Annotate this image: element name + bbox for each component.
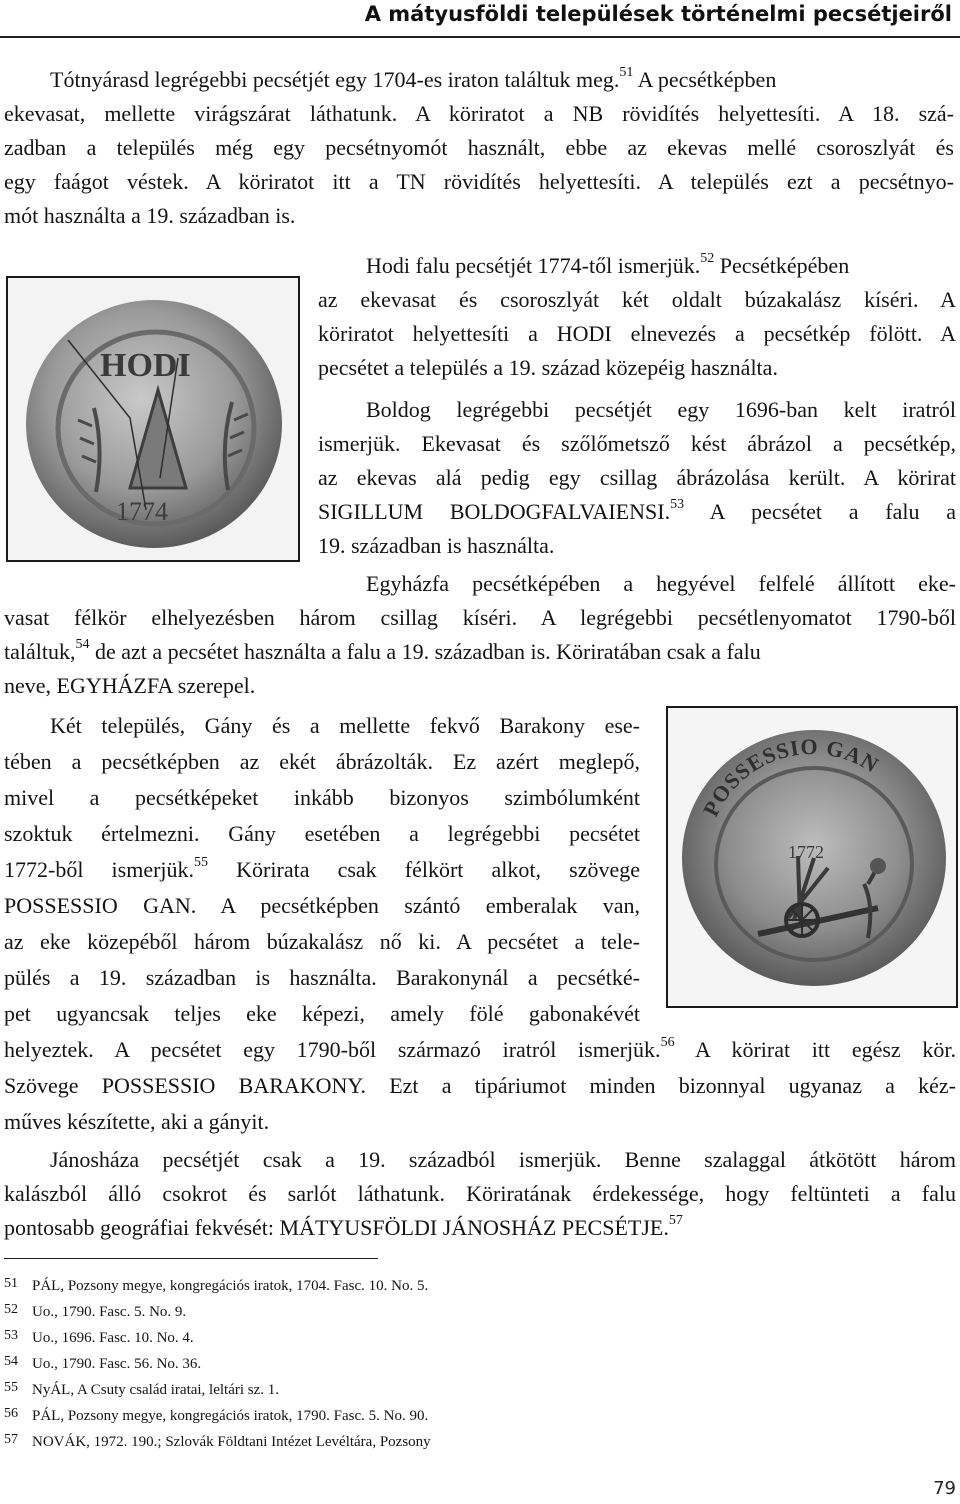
- text-line: helyeztek. A pecsétet egy 1790-ből származó iratról ismerjük.$^{56}$ A körirat itt egész kör.: [4, 1034, 957, 1062]
- text-line: Két település, Gány és a mellette fekvő Barakony ese-: [50, 713, 640, 738]
- footnote-55: 55 NyÁL, A Csuty család iratai, leltári sz. 1.: [4, 1380, 280, 1398]
- text-line: műves készítette, aki a gányit.: [4, 1109, 270, 1134]
- text-line: Boldog legrégebbi pecsétjét egy 1696-ban kelt iratról: [366, 397, 956, 422]
- footnote-ref[interactable]: 56: [660, 1034, 675, 1050]
- text-line: ekevasat, mellette virágszárat láthatunk. A köriratot a NB rövidítés helyettesíti. A 18. szá-: [4, 101, 954, 126]
- gany-seal-image: [666, 706, 958, 1008]
- text-line: mót használta a 19. században is.: [4, 203, 296, 228]
- text-line: SIGILLUM BOLDOGFALVAIENSI.$^{53}$ A pecsétet a falu a: [318, 496, 957, 524]
- footnote-ref[interactable]: 55: [194, 854, 209, 870]
- text-line: Jánosháza pecsétjét csak a 19. századból ismerjük. Benne szalaggal átkötött három: [50, 1147, 956, 1172]
- footnote-ref[interactable]: 54: [75, 636, 90, 652]
- footnote-57: 57 NOVÁK, 1972. 190.; Szlovák Földtani Intézet Levéltára, Pozsony: [4, 1432, 431, 1450]
- footnote-51: 51 PÁL, Pozsony megye, kongregációs iratok, 1704. Fasc. 10. No. 5.: [4, 1276, 429, 1294]
- text-line: találtuk,$^{54}$ de azt a pecsétet használta a falu a 19. században is. Köriratában csak a falu: [4, 636, 761, 664]
- text-line: az ekevasat és csoroszlyát két oldalt búzakalász kíséri. A: [318, 287, 956, 312]
- hodi-seal-inscription: HODI: [100, 347, 191, 384]
- footnote-54: 54 Uo., 1790. Fasc. 56. No. 36.: [4, 1354, 202, 1372]
- footnote-ref[interactable]: 51: [619, 64, 634, 80]
- footnote-53: 53 Uo., 1696. Fasc. 10. No. 4.: [4, 1328, 194, 1346]
- text-line: szoktuk értelmezni. Gány esetében a legrégebbi pecsétet: [4, 821, 640, 846]
- text-line: pülés a 19. században is használta. Barakonynál a pecsétké-: [4, 965, 640, 990]
- text-line: POSSESSIO GAN. A pecsétképben szántó emberalak van,: [4, 893, 640, 918]
- hodi-seal-year: 1774: [116, 497, 168, 526]
- footnote-ref[interactable]: 52: [700, 250, 715, 266]
- text-line: köriratot helyettesíti a HODI elnevezés a pecsétkép fölött. A: [318, 321, 956, 346]
- text-line: 1772-ből ismerjük.$^{55}$ Körirata csak félkört alkot, szövege: [4, 854, 640, 882]
- text-line: Egyházfa pecsétképében a hegyével felfelé állított eke-: [366, 571, 956, 596]
- text-line: Hodi falu pecsétjét 1774-től ismerjük.$^{52}$ Pecsétképében: [366, 250, 850, 278]
- text-line: pecsétet a település a 19. század közepéig használta.: [318, 355, 778, 380]
- footnote-52: 52 Uo., 1790. Fasc. 5. No. 9.: [4, 1302, 187, 1320]
- text-line: az eke közepéből három búzakalász nő ki. A pecsétet a tele-: [4, 929, 640, 954]
- text-line: egy faágot véstek. A köriratot itt a TN rövidítés helyettesíti. A település ezt a pecsétnyo-: [4, 169, 954, 194]
- gany-seal-year: 1772: [788, 842, 824, 862]
- footnote-ref[interactable]: 53: [670, 496, 685, 512]
- page-number: 79: [933, 1478, 956, 1499]
- header-rule: [0, 36, 960, 38]
- hodi-seal-drawing: [8, 278, 298, 560]
- text-line: pontosabb geográfiai fekvését: MÁTYUSFÖLDI JÁNOSHÁZ PECSÉTJE.$^{57}$: [4, 1212, 683, 1240]
- text-line: mivel a pecsétképeket inkább bizonyos szimbólumként: [4, 785, 640, 810]
- running-header-title: A mátyusföldi települések történelmi pecsétjeiről: [364, 2, 952, 26]
- text-line: neve, EGYHÁZFA szerepel.: [4, 673, 256, 698]
- hodi-seal-image: [6, 276, 300, 562]
- gany-seal-drawing: [668, 708, 956, 1006]
- text-line: ismerjük. Ekevasat és szőlőmetsző kést ábrázol a pecsétkép,: [318, 431, 956, 456]
- text-line: kalászból álló csokrot és sarlót láthatunk. Köriratának érdekessége, hogy feltünteti a falu: [4, 1181, 956, 1206]
- footnote-ref[interactable]: 57: [668, 1212, 683, 1228]
- gany-seal-inscription: POSSESSIO GAN: [697, 733, 884, 821]
- footnote-separator: [4, 1258, 378, 1259]
- text-line: az ekevas alá pedig egy csillag ábrázolása került. A körirat: [318, 465, 956, 490]
- text-line: 19. században is használta.: [318, 533, 555, 558]
- text-line: pet ugyancsak teljes eke képezi, amely fölé gabonakévét: [4, 1001, 640, 1026]
- text-line: tében a pecsétképben az ekét ábrázolták. Ez azért meglepő,: [4, 749, 640, 774]
- footnote-56: 56 PÁL, Pozsony megye, kongregációs iratok, 1790. Fasc. 5. No. 90.: [4, 1406, 429, 1424]
- text-line: Szövege POSSESSIO BARAKONY. Ezt a tipáriumot minden bizonnyal ugyanaz a kéz-: [4, 1073, 956, 1098]
- text-line: zadban a település még egy pecsétnyomót használt, ebbe az ekevas mellé csoroszlyát és: [4, 135, 954, 160]
- text-line: Tótnyárasd legrégebbi pecsétjét egy 1704-es iraton találtuk meg.$^{51}$ A pecsétképben: [50, 64, 777, 92]
- text-line: vasat félkör elhelyezésben három csillag kíséri. A legrégebbi pecsétlenyomatot 1790-ből: [4, 605, 956, 630]
- running-header: [0, 0, 960, 40]
